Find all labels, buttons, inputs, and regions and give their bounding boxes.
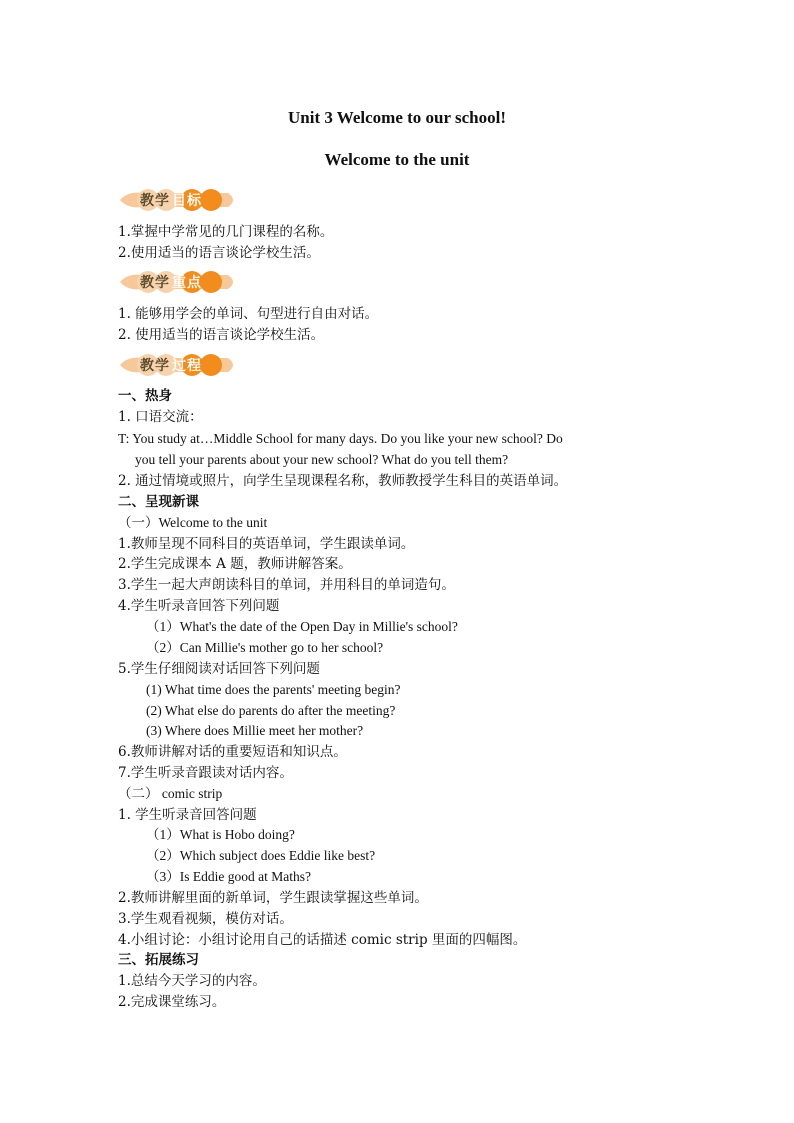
banner-label-a: 教学 xyxy=(140,193,170,209)
list-item: T: You study at…Middle School for many days. Do you like your new school? Do xyxy=(118,431,563,446)
list-item: (3) Where does Millie meet her mother? xyxy=(146,723,364,738)
list-item: （2）Can Millie's mother go to her school? xyxy=(146,640,384,655)
list-item: （1）What is Hobo doing? xyxy=(146,827,295,842)
list-item: 1.教师呈现不同科目的英语单词，学生跟读单词。 xyxy=(118,536,415,552)
list-item: you tell your parents about your new school? What do you tell them? xyxy=(135,452,509,467)
banner-label-b: 过程 xyxy=(172,358,202,374)
list-item: （2）Which subject does Eddie like best? xyxy=(146,848,376,863)
list-item: 2.学生完成课本 A 题，教师讲解答案。 xyxy=(118,556,352,572)
section-banner-goals xyxy=(118,187,238,213)
list-item: 1. 口语交流： xyxy=(118,409,203,425)
list-item: 3.学生观看视频，模仿对话。 xyxy=(118,911,293,927)
document-subtitle: Welcome to the unit xyxy=(324,150,470,169)
list-item: (2) What else do parents do after the meeting? xyxy=(146,703,396,718)
list-item: 2. 通过情境或照片，向学生呈现课程名称，教师教授学生科目的英语单词。 xyxy=(118,473,568,489)
list-item: 1.掌握中学常见的几门课程的名称。 xyxy=(118,224,334,240)
document-title: Unit 3 Welcome to our school! xyxy=(288,108,506,127)
list-item: 7.学生听录音跟读对话内容。 xyxy=(118,765,293,781)
list-item: 5.学生仔细阅读对话回答下列问题 xyxy=(118,661,320,677)
list-item: 3.学生一起大声朗读科目的单词，并用科目的单词造句。 xyxy=(118,577,455,593)
list-item: 6.教师讲解对话的重要短语和知识点。 xyxy=(118,744,347,760)
subsection-heading: （二） comic strip xyxy=(118,786,223,801)
list-item: （3）Is Eddie good at Maths? xyxy=(146,869,311,884)
section-banner-process xyxy=(118,352,238,378)
section-banner-focus xyxy=(118,269,238,295)
list-item: 1. 学生听录音回答问题 xyxy=(118,807,257,823)
list-item: 2. 使用适当的语言谈论学校生活。 xyxy=(118,327,325,343)
list-item: （1）What's the date of the Open Day in Millie's school? xyxy=(146,619,458,634)
list-item: 4.学生听录音回答下列问题 xyxy=(118,598,280,614)
list-item: (1) What time does the parents' meeting begin? xyxy=(146,682,401,697)
subsection-heading: （一）Welcome to the unit xyxy=(118,515,268,530)
banner-label-b: 目标 xyxy=(172,193,202,209)
list-item: 2.教师讲解里面的新单词，学生跟读掌握这些单词。 xyxy=(118,890,428,906)
list-item: 2.完成课堂练习。 xyxy=(118,994,226,1010)
section-heading: 一、热身 xyxy=(118,388,172,404)
section-heading: 三、拓展练习 xyxy=(118,952,199,968)
section-heading: 二、呈现新课 xyxy=(118,494,199,510)
banner-label-b: 重点 xyxy=(172,275,202,291)
list-item: 4.小组讨论：小组讨论用自己的话描述 comic strip 里面的四幅图。 xyxy=(118,932,527,948)
list-item: 2.使用适当的语言谈论学校生活。 xyxy=(118,245,320,261)
list-item: 1.总结今天学习的内容。 xyxy=(118,973,266,989)
banner-label-a: 教学 xyxy=(140,358,170,374)
banner-label-a: 教学 xyxy=(140,275,170,291)
list-item: 1. 能够用学会的单词、句型进行自由对话。 xyxy=(118,306,379,322)
